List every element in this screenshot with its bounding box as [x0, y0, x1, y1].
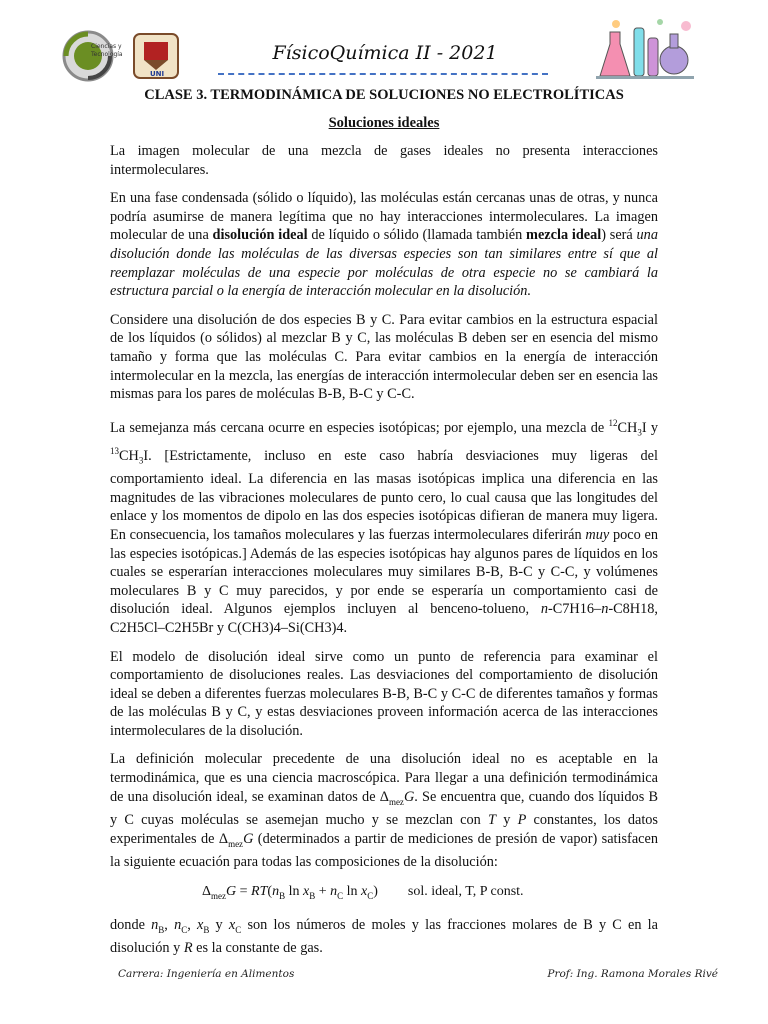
eq-condition: sol. ideal, T, P const.	[407, 883, 524, 899]
text-run: y	[209, 916, 229, 933]
subscript: mez	[228, 838, 244, 849]
text-run: ,	[164, 916, 175, 933]
text-run: ,	[187, 916, 197, 933]
paragraph-1: La imagen molecular de una mezcla de gases ideales no presenta interacciones intermoleculares.	[110, 143, 658, 178]
text-run: La definición molecular precedente de una disolución ideal no es aceptable en la termodinámica, que es una ciencia macroscópica. Para llegar a una definición termodinámica de una disolución ideal, se examinan datos de Δ	[110, 751, 658, 805]
text-run: donde	[110, 916, 152, 933]
eq-subscript: C	[337, 890, 344, 901]
text-run: -C7H16–	[547, 601, 602, 618]
document-body	[110, 86, 658, 958]
paragraph-4	[110, 414, 658, 638]
text-run: En una fase condensada (sólido o líquido), las moléculas están cercanas unas de otras, y nunca podría asumirse de manera legítima que no hay interacciones intermoleculares. La imagen molecular de una	[110, 190, 658, 244]
uni-logo-text: UNI	[150, 70, 165, 78]
text-run: CH	[617, 419, 638, 436]
logo-text-line2: Tecnología	[91, 51, 123, 58]
eq-delta: Δ	[202, 883, 212, 899]
header-divider	[218, 73, 548, 75]
text-run: de líquido o sólido (llamada también	[307, 227, 527, 244]
paragraph-5: El modelo de disolución ideal sirve como un punto de referencia para examinar el comportamiento de disoluciones reales. Las desviaciones del comportamiento de disolución ideal se deben a diferentes fuerzas moleculares B-B, B-C y C-C de diferentes tamaños y formas de las moléculas B y C, y estas desviaciones proveen información acerca de las interacciones intermoleculares de la disolución.	[110, 648, 658, 739]
eq-symbol: n	[272, 883, 280, 899]
ideal-solution-equation	[202, 882, 658, 906]
term-disolucion-ideal: disolución ideal	[212, 227, 308, 244]
subscript: B	[203, 924, 210, 935]
eq-symbol: RT	[251, 883, 268, 899]
logo-text-line1: Ciencias y	[91, 43, 122, 50]
class-title: CLASE 3. TERMODINÁMICA DE SOLUCIONES NO ELECTROLÍTICAS	[144, 87, 624, 103]
eq-symbol: x	[361, 883, 368, 899]
eq-symbol: n	[330, 883, 338, 899]
italic-n: n	[601, 601, 609, 618]
paragraph-2	[110, 189, 658, 301]
eq-subscript: C	[367, 890, 374, 901]
footer-career: Carrera: Ingeniería en Alimentos	[118, 968, 295, 980]
eq-subscript: B	[309, 890, 316, 901]
italic-symbol: n	[151, 916, 159, 933]
section-title: Soluciones ideales	[328, 115, 440, 131]
isotope-superscript: 13	[110, 445, 119, 456]
italic-symbol: G	[243, 830, 254, 847]
subscript: mez	[388, 796, 404, 807]
paragraph-3: Considere una disolución de dos especies B y C. Para evitar cambios en la estructura espacial de los líquidos (o sólidos) al mezclar B y C, las moléculas B deben ser en esencia del mismo tamaño y forma que las moléculas C. Para evitar cambios en la energía de interacción intermolecular en la mezcla, las energías de interacción intermolecular deben ser en esencia las mismas para los pares de moléculas B-B, B-C y C-C.	[110, 311, 658, 403]
eq-operator: =	[236, 883, 252, 899]
text-run: La semejanza más cercana ocurre en especies isotópicas; por ejemplo, una mezcla de	[110, 419, 609, 436]
text-run: ) será	[601, 227, 637, 244]
italic-symbol: R	[183, 940, 193, 956]
italic-word: muy	[585, 526, 610, 543]
italic-symbol: G	[403, 788, 415, 805]
paragraph-7	[110, 916, 658, 958]
eq-subscript: mez	[211, 890, 227, 901]
institution-logos	[58, 26, 186, 84]
text-run: I y	[641, 419, 658, 436]
italic-symbol: x	[197, 916, 204, 933]
text-run: CH	[119, 447, 139, 464]
page-header	[0, 0, 768, 86]
text-run: son los números de moles y las fracciones molares de B y C en la disolución y	[110, 916, 658, 956]
text-run: -C8H18, C2H5Cl–C2H5Br y C(CH3)4–Si(CH3)4.	[110, 601, 658, 636]
text-run: I. [Estrictamente, incluso en este caso habría desviaciones muy ligeras del comportamiento ideal. La diferencia en las masas isotópicas implica una diferencia en las magnitudes de las vibraciones moleculares de punto cero, lo cual causa que las longitudes del enlace y los momentos de dipolo en las dos especies isotópicas difieran de manera muy ligera. En consecuencia, los tamaños moleculares y las fuerzas intermoleculares diferirán	[110, 447, 658, 543]
eq-paren: (	[267, 883, 273, 899]
italic-symbol: n	[174, 916, 182, 933]
footer-professor: Prof: Ing. Ramona Morales Rivé	[547, 968, 718, 980]
text-run: constantes, los datos experimentales de Δ	[110, 812, 658, 847]
eq-operator: ln	[285, 883, 303, 899]
subscript: 3	[637, 427, 642, 438]
italic-n: n	[540, 601, 548, 618]
subscript: C	[235, 924, 242, 935]
eq-symbol: G	[226, 883, 237, 899]
eq-operator: ln	[343, 883, 362, 899]
italic-symbol: P	[517, 812, 527, 829]
text-run: (determinados a partir de mediciones de presión de vapor) satisfacen la siguiente ecuación para todas las composiciones de la disolución:	[110, 830, 659, 871]
italic-symbol: T	[488, 812, 496, 829]
paragraph-6	[110, 750, 658, 871]
italic-definition: una disolución donde las moléculas de las diversas especies son tan similares entre sí que al reemplazar moléculas de una especie por moléculas de otra especie no se cambiará la estructura parcial o la energía de interacción molecular en la disolución.	[110, 227, 658, 300]
isotope-superscript: 12	[608, 417, 618, 428]
eq-operator: +	[315, 883, 331, 899]
subscript: B	[158, 924, 165, 935]
text-run: es la constante de gas.	[192, 940, 323, 956]
subscript: 3	[138, 455, 144, 466]
term-mezcla-ideal: mezcla ideal	[526, 227, 602, 244]
subscript: C	[181, 924, 188, 935]
page-footer	[118, 968, 718, 988]
eq-symbol: x	[302, 883, 310, 899]
eq-paren: )	[373, 883, 378, 899]
header-title: FísicoQuímica II - 2021	[272, 42, 498, 64]
text-run: poco en las especies isotópicas.] Además de las especies isotópicas hay algunos pares de líquidos en los cuales se esperarían interacciones moleculares muy similares B-B, B-C y C-C, y volúmenes moleculares B y C muy parecidos, y por ende se esperaría un comportamiento casi de disolución ideal. Algunos ejemplos incluyen al benceno-tolueno,	[110, 526, 658, 618]
chemistry-illustration-icon	[590, 14, 700, 82]
eq-subscript: B	[279, 890, 286, 901]
italic-symbol: x	[228, 916, 236, 933]
text-run: y	[495, 812, 518, 829]
text-run: . Se encuentra que, cuando dos líquidos B y C cuyas moléculas se asemejan mucho y se mezclan con	[110, 788, 658, 829]
